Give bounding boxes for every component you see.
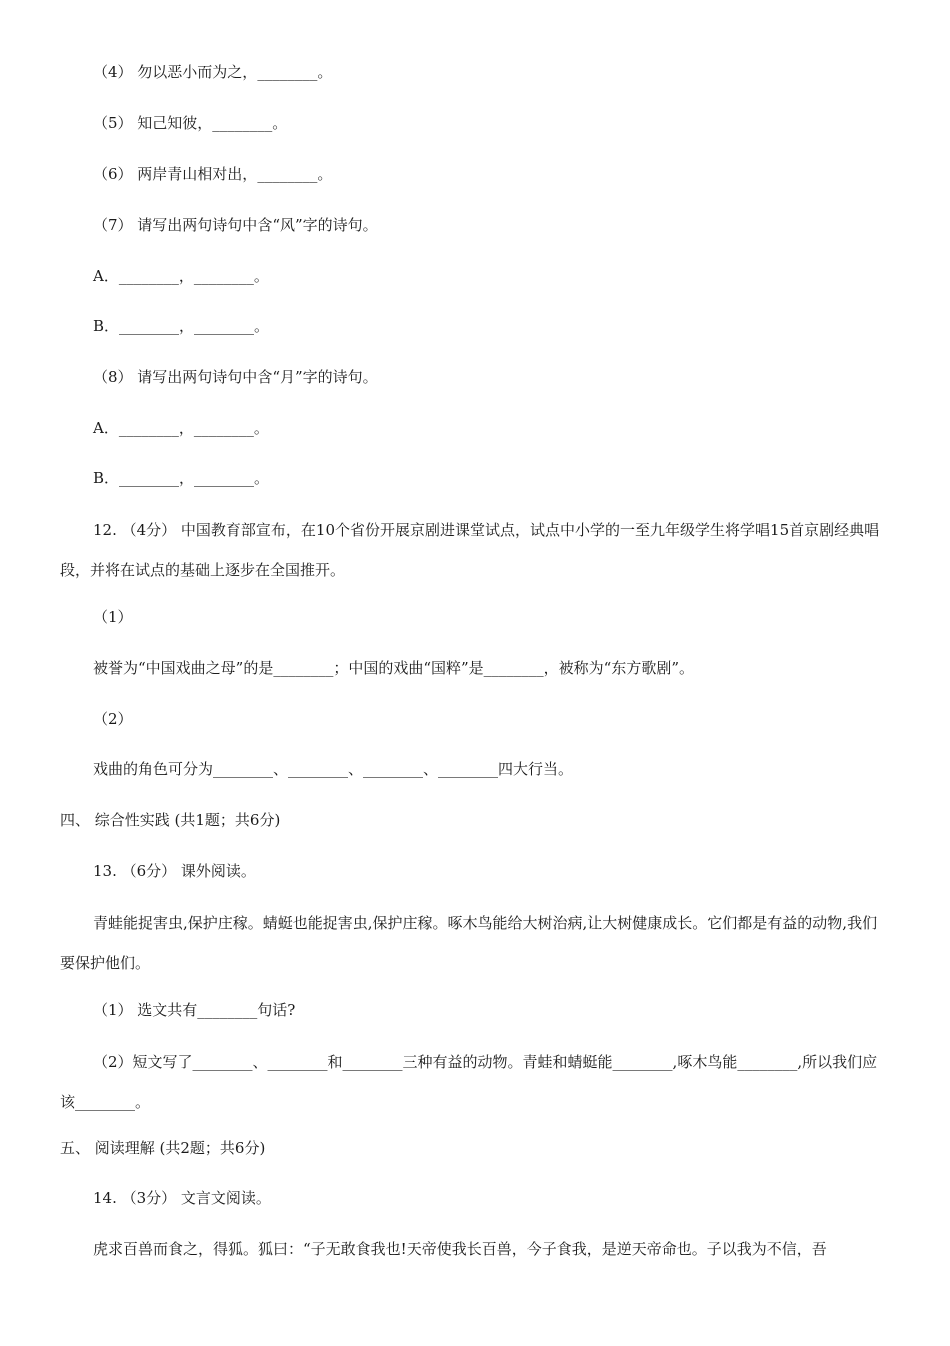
question-8-option-a: A．________，________。 (93, 419, 269, 437)
question-5: （5） 知己知彼，________。 (93, 114, 288, 132)
question-7: （7） 请写出两句诗句中含“风”字的诗句。 (93, 216, 378, 234)
question-12-part-2-text: 戏曲的角色可分为________、________、________、________四大行当。 (93, 760, 574, 778)
question-13: 13. （6分） 课外阅读。 (93, 862, 256, 880)
question-13-passage: 青蛙能捉害虫,保护庄稼。蜻蜓也能捉害虫,保护庄稼。啄木鸟能给大树治病,让大树健康成长。它们都是有益的动物,我们要保护他们。 (60, 914, 878, 972)
question-13-part-1: （1） 选文共有________句话? (93, 1001, 296, 1019)
question-8-option-b: B．________，________。 (93, 469, 270, 487)
question-12-part-2-label: （2） (93, 710, 133, 728)
question-4: （4） 勿以恶小而为之，________。 (93, 63, 333, 81)
section-5-heading: 五、 阅读理解 (共2题；共6分) (60, 1139, 266, 1157)
question-7-option-a: A．________，________。 (93, 267, 269, 285)
question-14-passage: 虎求百兽而食之，得狐。狐曰：“子无敢食我也!天帝使我长百兽，今子食我，是逆天帝命也。子以我为不信，吾 (93, 1240, 827, 1258)
question-7-option-b: B．________，________。 (93, 317, 270, 335)
question-8: （8） 请写出两句诗句中含“月”字的诗句。 (93, 368, 378, 386)
question-12-part-1-label: （1） (93, 608, 133, 626)
question-6: （6） 两岸青山相对出，________。 (93, 165, 333, 183)
question-13-part-2: （2）短文写了________、________和________三种有益的动物。青蛙和蜻蜓能________,啄木鸟能________,所以我们应该________。 (60, 1053, 878, 1111)
question-12-part-1-text: 被誉为“中国戏曲之母”的是________；中国的戏曲“国粹”是________，被称为“东方歌剧”。 (93, 659, 695, 677)
section-4-heading: 四、 综合性实践 (共1题；共6分) (60, 811, 281, 829)
question-14: 14. （3分） 文言文阅读。 (93, 1189, 271, 1207)
question-12-stem: 12. （4分） 中国教育部宣布，在10个省份开展京剧进课堂试点，试点中小学的一至九年级学生将学唱15首京剧经典唱段，并将在试点的基础上逐步在全国推开。 (60, 521, 880, 579)
